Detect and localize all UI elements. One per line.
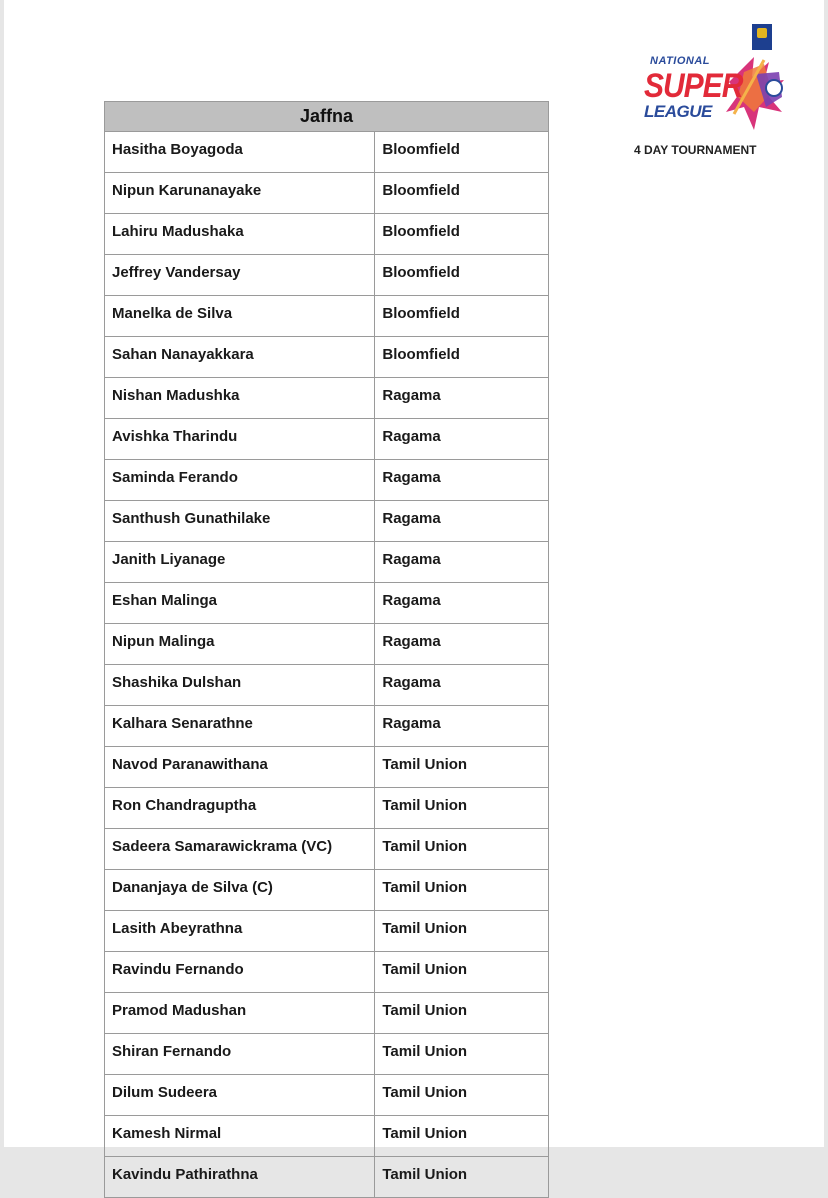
- club-cell: Tamil Union: [375, 1116, 549, 1157]
- player-name-cell: Dilum Sudeera: [105, 1075, 375, 1116]
- club-cell: Bloomfield: [375, 214, 549, 255]
- club-cell: Tamil Union: [375, 870, 549, 911]
- logo-national-text: NATIONAL: [650, 55, 711, 67]
- player-name-cell: Nipun Karunanayake: [105, 173, 375, 214]
- logo-super-text: SUPER: [644, 67, 743, 105]
- player-name-cell: Janith Liyanage: [105, 542, 375, 583]
- table-row: [105, 1075, 549, 1116]
- club-cell: Bloomfield: [375, 132, 549, 173]
- club-cell: Ragama: [375, 624, 549, 665]
- player-name-cell: Lasith Abeyrathna: [105, 911, 375, 952]
- club-cell: Tamil Union: [375, 911, 549, 952]
- sri-lanka-cricket-crest-icon: [752, 24, 772, 50]
- club-cell: Ragama: [375, 501, 549, 542]
- player-name-cell: Ravindu Fernando: [105, 952, 375, 993]
- club-cell: Bloomfield: [375, 296, 549, 337]
- club-cell: Ragama: [375, 583, 549, 624]
- table-row: [105, 911, 549, 952]
- table-row: [105, 747, 549, 788]
- document-page: [4, 0, 824, 1183]
- table-row: [105, 214, 549, 255]
- player-name-cell: Shiran Fernando: [105, 1034, 375, 1075]
- club-cell: Ragama: [375, 665, 549, 706]
- player-name-cell: Kamesh Nirmal: [105, 1116, 375, 1157]
- table-row: [105, 337, 549, 378]
- player-name-cell: Santhush Gunathilake: [105, 501, 375, 542]
- table-row: [105, 1116, 549, 1157]
- table-row: [105, 993, 549, 1034]
- club-cell: Ragama: [375, 460, 549, 501]
- club-cell: Tamil Union: [375, 1157, 549, 1198]
- national-super-league-logo: [634, 22, 794, 162]
- player-name-cell: Sadeera Samarawickrama (VC): [105, 829, 375, 870]
- club-cell: Bloomfield: [375, 255, 549, 296]
- player-name-cell: Hasitha Boyagoda: [105, 132, 375, 173]
- table-row: [105, 460, 549, 501]
- player-name-cell: Saminda Ferando: [105, 460, 375, 501]
- table-row: [105, 870, 549, 911]
- logo-league-text: LEAGUE: [644, 102, 712, 121]
- club-cell: Ragama: [375, 706, 549, 747]
- club-cell: Tamil Union: [375, 829, 549, 870]
- player-name-cell: Ron Chandraguptha: [105, 788, 375, 829]
- table-row: [105, 1157, 549, 1198]
- club-cell: Ragama: [375, 542, 549, 583]
- table-row: [105, 419, 549, 460]
- player-name-cell: Navod Paranawithana: [105, 747, 375, 788]
- player-name-cell: Sahan Nanayakkara: [105, 337, 375, 378]
- table-row: [105, 501, 549, 542]
- table-row: [105, 1034, 549, 1075]
- player-name-cell: Nishan Madushka: [105, 378, 375, 419]
- table-row: [105, 952, 549, 993]
- player-name-cell: Lahiru Madushaka: [105, 214, 375, 255]
- table-row: [105, 665, 549, 706]
- club-cell: Ragama: [375, 378, 549, 419]
- table-header-row: [105, 102, 549, 132]
- player-name-cell: Dananjaya de Silva (C): [105, 870, 375, 911]
- club-cell: Tamil Union: [375, 1034, 549, 1075]
- logo-subtitle: 4 DAY TOURNAMENT: [634, 143, 757, 157]
- table-row: [105, 829, 549, 870]
- club-cell: Bloomfield: [375, 173, 549, 214]
- table-row: [105, 132, 549, 173]
- player-name-cell: Kalhara Senarathne: [105, 706, 375, 747]
- squad-table: [104, 101, 549, 1198]
- table-row: [105, 706, 549, 747]
- table-row: [105, 624, 549, 665]
- club-cell: Ragama: [375, 419, 549, 460]
- player-name-cell: Shashika Dulshan: [105, 665, 375, 706]
- table-row: [105, 255, 549, 296]
- player-name-cell: Nipun Malinga: [105, 624, 375, 665]
- player-name-cell: Kavindu Pathirathna: [105, 1157, 375, 1198]
- club-cell: Bloomfield: [375, 337, 549, 378]
- player-name-cell: Pramod Madushan: [105, 993, 375, 1034]
- club-cell: Tamil Union: [375, 993, 549, 1034]
- table-row: [105, 542, 549, 583]
- club-cell: Tamil Union: [375, 747, 549, 788]
- player-name-cell: Avishka Tharindu: [105, 419, 375, 460]
- table-row: [105, 173, 549, 214]
- table-body: [105, 132, 549, 1198]
- table-row: [105, 788, 549, 829]
- club-cell: Tamil Union: [375, 952, 549, 993]
- player-name-cell: Jeffrey Vandersay: [105, 255, 375, 296]
- table-row: [105, 296, 549, 337]
- club-cell: Tamil Union: [375, 788, 549, 829]
- team-title: Jaffna: [105, 102, 549, 132]
- table-row: [105, 583, 549, 624]
- club-cell: Tamil Union: [375, 1075, 549, 1116]
- player-name-cell: Eshan Malinga: [105, 583, 375, 624]
- table-row: [105, 378, 549, 419]
- player-name-cell: Manelka de Silva: [105, 296, 375, 337]
